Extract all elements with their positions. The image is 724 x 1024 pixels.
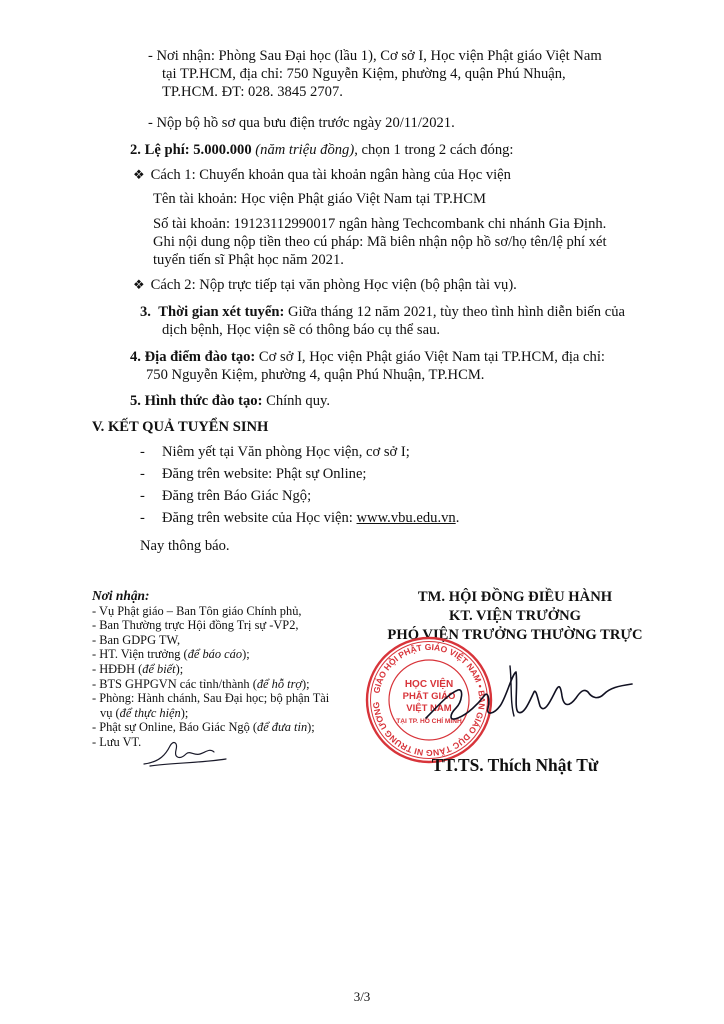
fee-heading: 2. Lệ phí: 5.000.000 (năm triệu đồng), chọn 1 trong 2 cách đóng: <box>130 142 514 158</box>
result-item-2: - Đăng trên website: Phật sự Online; <box>140 466 367 482</box>
svg-text:VIỆT NAM: VIỆT NAM <box>406 703 452 714</box>
schedule-line-1: 3. Thời gian xét tuyển: Giữa tháng 12 năm 2021, tùy theo tình hình diễn biến của <box>140 304 625 320</box>
training-form: 5. Hình thức đào tạo: Chính quy. <box>130 393 331 409</box>
recipient-item: - Ban GDPG TW, <box>92 632 181 647</box>
result-item-3: - Đăng trên Báo Giác Ngộ; <box>140 488 312 504</box>
closing-statement: Nay thông báo. <box>140 538 230 554</box>
recipient-item: - Phòng: Hành chánh, Sau Đại học; bộ phận Tài <box>92 691 330 706</box>
submission-deadline: - Nộp bộ hồ sơ qua bưu điện trước ngày 20/11/2021. <box>148 115 455 131</box>
vice-rector-title: PHÓ VIỆN TRƯỞNG THƯỜNG TRỰC <box>387 627 643 643</box>
location-line-1: 4. Địa điểm đào tạo: Cơ sở I, Học viện Phật giáo Việt Nam tại TP.HCM, địa chỉ: <box>130 349 605 365</box>
fee-option-1: ❖ Cách 1: Chuyển khoản qua tài khoản ngân hàng của Học viện <box>133 167 511 183</box>
diamond-bullet-icon: ❖ <box>133 167 145 182</box>
page-number: 3/3 <box>353 989 371 1004</box>
recipient-item: - Vụ Phật giáo – Ban Tôn giáo Chính phủ, <box>92 603 302 618</box>
results-heading: V. KẾT QUẢ TUYỂN SINH <box>92 419 269 435</box>
schedule-line-2: dịch bệnh, Học viện sẽ có thông báo cụ thể sau. <box>162 322 441 338</box>
account-name: Tên tài khoản: Học viện Phật giáo Việt Nam tại TP.HCM <box>153 191 486 207</box>
result-item-4: - Đăng trên website của Học viện: www.vbu.edu.vn. <box>140 510 460 526</box>
payment-note-line-1: Ghi nội dung nộp tiền theo cú pháp: Mã biên nhận nộp hồ sơ/họ tên/lệ phí xét <box>153 234 607 250</box>
handwritten-signature-icon <box>418 656 638 746</box>
initials-signature-icon <box>140 736 230 770</box>
recipient-line-1: - Nơi nhận: Phòng Sau Đại học (lầu 1), Cơ sở I, Học viện Phật giáo Việt Nam <box>148 48 602 64</box>
rector-title: KT. VIỆN TRƯỞNG <box>448 608 582 624</box>
recipient-line-3: TP.HCM. ĐT: 028. 3845 2707. <box>162 84 343 100</box>
svg-text:PHẬT GIÁO: PHẬT GIÁO <box>402 691 456 702</box>
payment-note-line-2: tuyển tiến sĩ Phật học năm 2021. <box>153 252 344 268</box>
account-number: Số tài khoản: 19123112990017 ngân hàng Techcombank chi nhánh Gia Định. <box>153 216 607 232</box>
diamond-bullet-icon: ❖ <box>133 277 145 292</box>
svg-text:HỌC VIỆN: HỌC VIỆN <box>404 679 454 690</box>
recipient-line-2: tại TP.HCM, địa chỉ: 750 Nguyễn Kiệm, phường 4, quận Phú Nhuận, <box>162 66 566 82</box>
council-title: TM. HỘI ĐỒNG ĐIỀU HÀNH <box>417 589 613 605</box>
svg-text:GIÁO HỘI PHẬT GIÁO VIỆT NAM •: GIÁO HỘI PHẬT GIÁO VIỆT NAM • BAN GIÁO DỤC TĂNG NI TRUNG ƯƠNG <box>370 641 488 759</box>
recipients-heading: Nơi nhận: <box>92 588 150 603</box>
recipient-item: - HT. Viện trưởng (để báo cáo); <box>92 647 250 662</box>
signer-name: TT.TS. Thích Nhật Từ <box>431 755 599 775</box>
recipients-list <box>92 589 372 750</box>
recipient-item: - HĐĐH (để biết); <box>92 661 184 676</box>
recipient-item: - Phật sự Online, Báo Giác Ngộ (để đưa tin); <box>92 720 315 735</box>
website-link[interactable]: www.vbu.edu.vn <box>356 510 456 526</box>
recipient-item: - BTS GHPGVN các tỉnh/thành (để hỗ trợ); <box>92 676 310 691</box>
result-item-1: - Niêm yết tại Văn phòng Học viện, cơ sở I; <box>140 444 410 460</box>
fee-option-2: ❖ Cách 2: Nộp trực tiếp tại văn phòng Học viện (bộ phận tài vụ). <box>133 277 517 293</box>
svg-text:TẠI TP. HỒ CHÍ MINH: TẠI TP. HỒ CHÍ MINH <box>396 718 462 725</box>
location-line-2: 750 Nguyễn Kiệm, phường 4, quận Phú Nhuận, TP.HCM. <box>146 367 485 383</box>
recipient-item: - Ban Thường trực Hội đồng Trị sự -VP2, <box>92 618 299 633</box>
recipient-item: vụ (để thực hiện); <box>100 705 189 720</box>
recipient-item: - Lưu VT. <box>92 734 142 749</box>
